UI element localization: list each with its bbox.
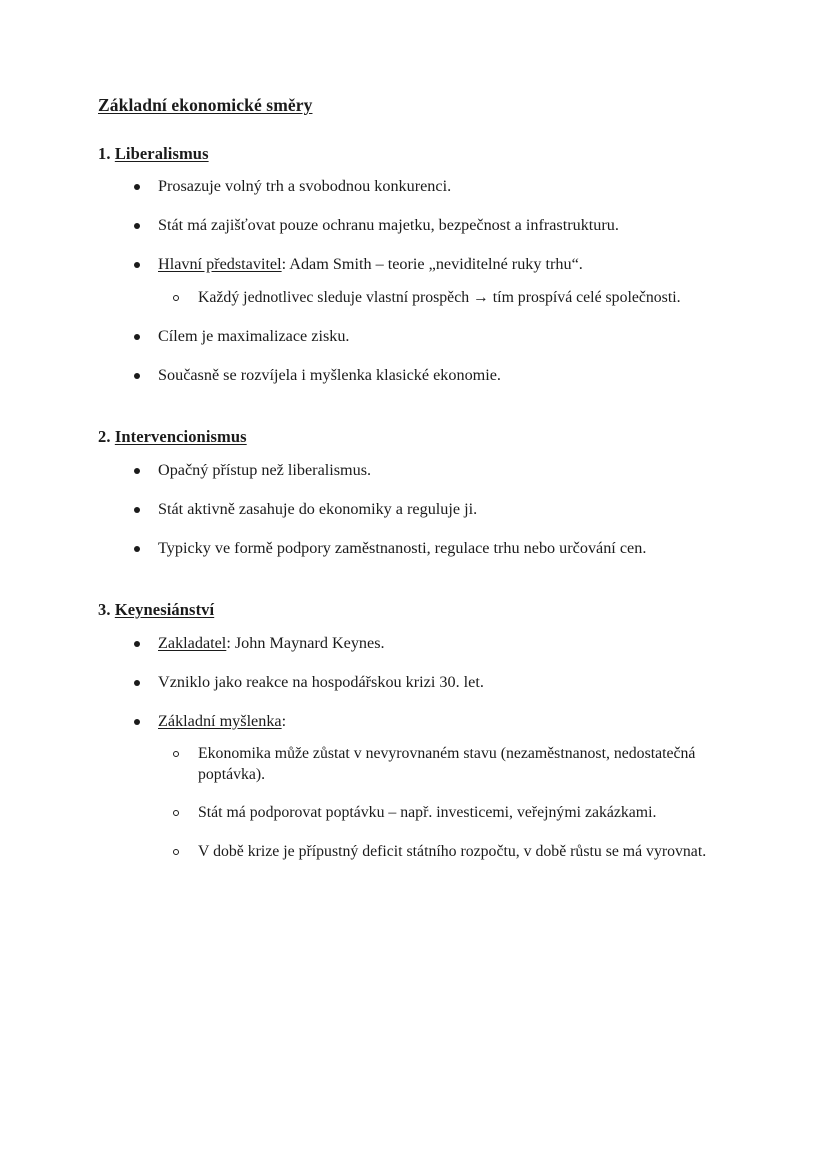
bullet-list [98,176,730,386]
list-item-text: Stát aktivně zasahuje do ekonomiky a reguluje ji. [158,499,478,518]
list-item-text: Prosazuje volný trh a svobodnou konkurenci. [158,177,452,196]
section-heading-label: Liberalismus [114,143,209,163]
section-heading [98,426,730,447]
section-number: 2. [98,427,111,447]
section-number: 1. [98,143,111,163]
list-item-text: : [281,711,287,730]
list-item-lead: Hlavní představitel [158,255,282,274]
list-item-text: Stát má zajišťovat pouze ochranu majetku, bezpečnost a infrastrukturu. [158,216,619,235]
list-item-text: Cílem je maximalizace zisku. [158,327,350,346]
list-item [133,460,730,481]
list-item-lead: Základní myšlenka [158,711,282,730]
section-liberalismus [98,143,730,387]
list-item-text: : John Maynard Keynes. [226,633,385,652]
sub-list-item-text: V době krize je přípustný deficit státního rozpočtu, v době růstu se má vyrovnat. [198,843,707,861]
sub-list-item-text: Ekonomika může zůstat v nevyrovnaném stavu (nezaměstnanost, nedostatečná poptávka). [198,744,696,783]
list-item [133,215,730,236]
list-item [133,326,730,347]
list-item-text: Současně se rozvíjela i myšlenka klasické ekonomie. [158,366,501,385]
sub-list-item [172,842,730,863]
bullet-list [98,460,730,559]
list-item [133,499,730,520]
page-title-text: Základní ekonomické směry [98,95,313,115]
section-spacer [98,404,730,426]
section-heading-label: Keynesiánství [114,600,215,620]
section-keynesianstvi [98,599,730,863]
list-item [133,672,730,693]
bullet-list [98,633,730,864]
list-item-text: : Adam Smith – teorie „neviditelné ruky trhu“. [281,255,583,274]
section-intervencionismus [98,426,730,559]
section-number: 3. [98,600,111,620]
list-item-text: Vzniklo jako reakce na hospodářskou krizi 30. let. [158,672,484,691]
sub-list-item-text: Každý jednotlivec sleduje vlastní prospěch → tím prospívá celé společnosti. [198,288,681,306]
list-item [133,538,730,559]
page-title [98,95,730,117]
list-item [133,176,730,197]
sub-list-item [172,288,730,309]
section-spacer [98,577,730,599]
list-item [133,633,730,654]
section-heading [98,143,730,164]
sub-bullet-list [158,744,730,863]
section-heading-label: Intervencionismus [114,427,247,447]
list-item-text: Typicky ve formě podpory zaměstnanosti, regulace trhu nebo určování cen. [158,539,647,558]
section-heading [98,599,730,620]
sub-list-item-text: Stát má podporovat poptávku – např. investicemi, veřejnými zakázkami. [198,804,657,822]
list-item [133,711,730,863]
list-item [133,365,730,386]
list-item [133,254,730,308]
sub-list-item [172,803,730,824]
list-item-lead: Zakladatel [158,633,227,652]
sub-list-item [172,744,730,786]
list-item-text: Opačný přístup než liberalismus. [158,460,372,479]
sub-bullet-list [158,288,730,309]
